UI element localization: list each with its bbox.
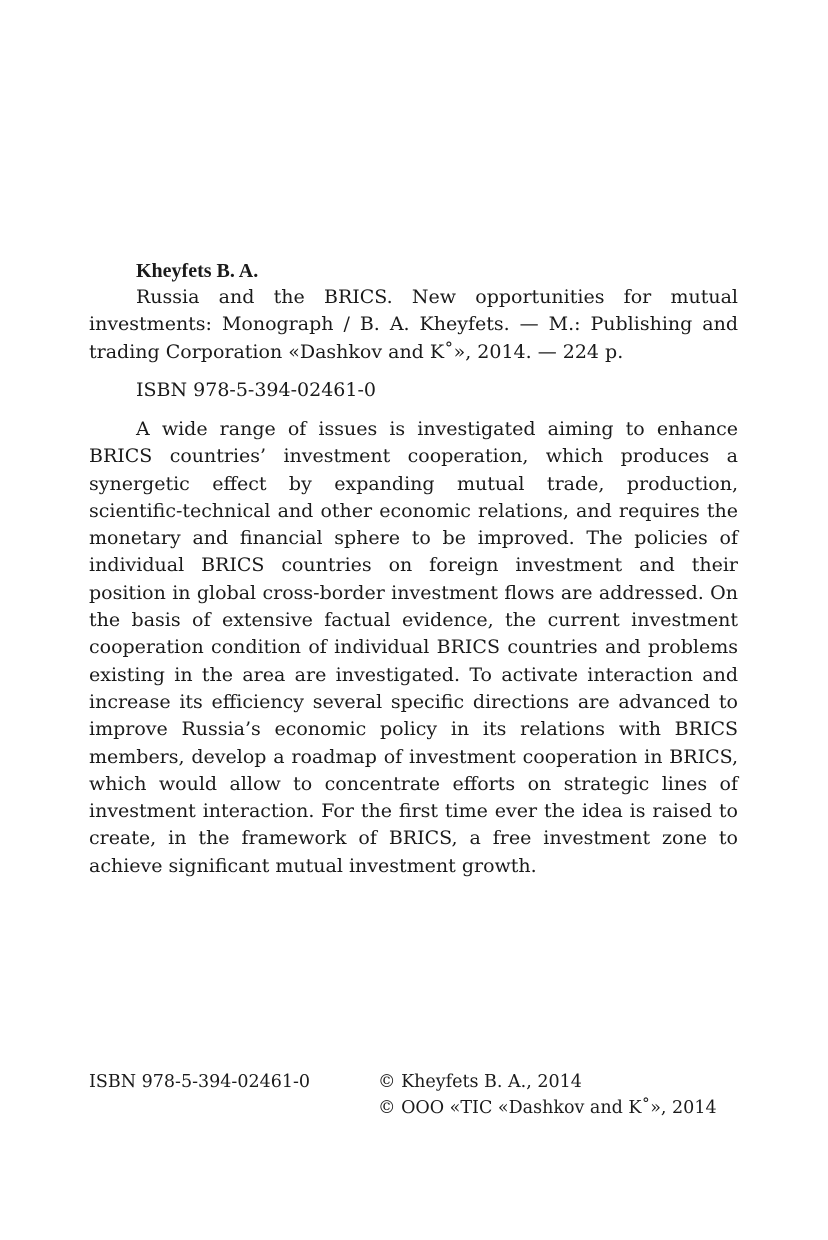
copyright-author: © Kheyfets B. A., 2014: [378, 1072, 582, 1092]
abstract-paragraph: A wide range of issues is investigated aiming to enhance BRICS countries’ investment cooperation, which produces a synergetic effect by expanding mutual trade, production, scientific-technical and other economic relations, and requires the monetary and financial sphere to be improved. The policies of individual BRICS countries on foreign investment and their position in global cross-border investment flows are addressed. On the basis of extensive factual evidence, the current investment cooperation condition of individual BRICS countries and problems existing in the area are investigated. To activate interaction and increase its efficiency several specific directions are advanced to improve Russia’s economic policy in its relations with BRICS members, develop a roadmap of investment cooperation in BRICS, which would allow to concentrate efforts on strategic lines of investment interaction. For the first time ever the idea is raised to create, in the framework of BRICS, a free investment zone to achieve significant mutual investment growth.: [89, 418, 738, 877]
author-name: Kheyfets B. A.: [136, 260, 259, 282]
footer-copyright: [378, 1070, 717, 1121]
isbn-line: ISBN 978-5-394-02461-0: [136, 379, 376, 401]
footer-isbn: ISBN 978-5-394-02461-0: [89, 1072, 311, 1092]
copyright-publisher: © OOO «TIC «Dashkov and K˚», 2014: [378, 1097, 717, 1118]
bibliographic-citation: Russia and the BRICS. New opportunities for mutual investments: Monograph / B. A. Kheyfets. — M.: Publishing and trading Corporation «Dashkov and K˚», 2014. — 224 p.: [89, 286, 738, 363]
